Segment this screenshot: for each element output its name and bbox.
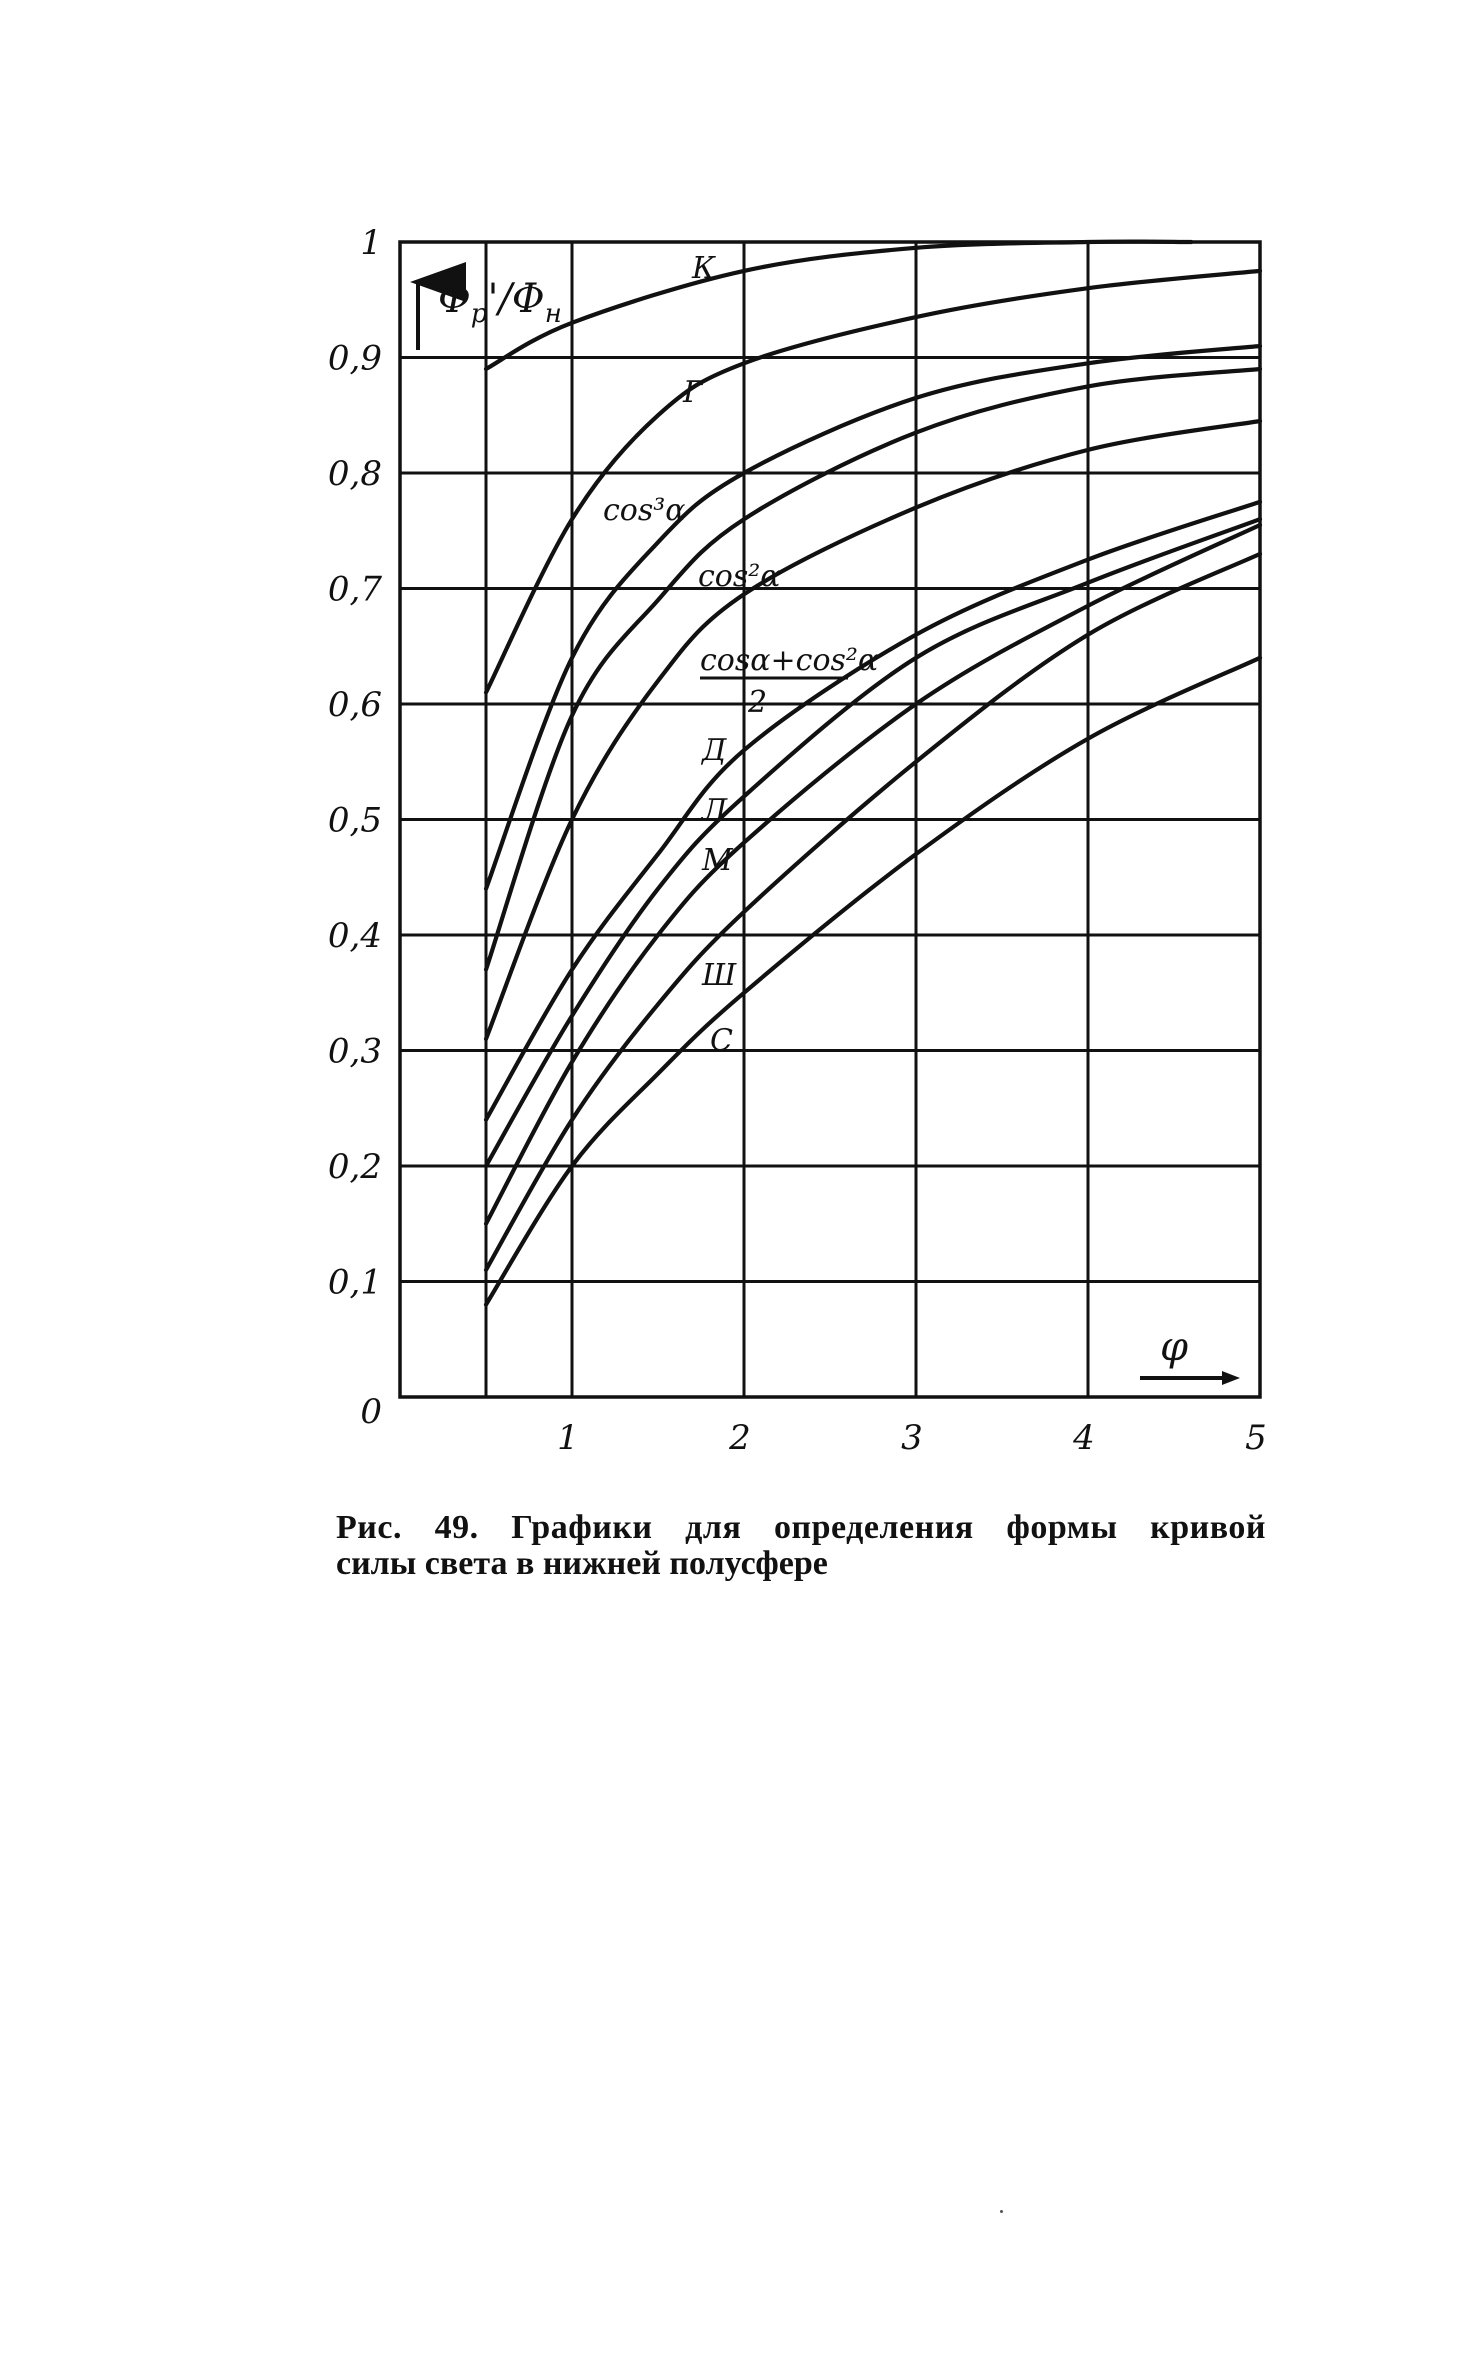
x-tick-label: 2 — [729, 1418, 751, 1458]
y-tick-label: 1 — [360, 223, 382, 263]
curve-label-mix-numerator: cosα+cos²α — [700, 643, 879, 678]
curves — [486, 242, 1260, 1305]
origin-label: 0 — [360, 1392, 382, 1432]
grid — [400, 242, 1260, 1397]
curve-label-s: С — [710, 1023, 733, 1058]
x-tick-label: 4 — [1073, 1418, 1095, 1458]
curve-series-0 — [486, 242, 1191, 369]
x-tick-label: 1 — [557, 1418, 579, 1458]
curve-series-7 — [486, 525, 1260, 1224]
y-axis-title: $\Phi_p'/\Phi_н$ — [438, 276, 562, 329]
figure-caption — [336, 1510, 1266, 1582]
x-axis-title: φ — [1160, 1324, 1189, 1370]
tick-labels — [328, 223, 1267, 1458]
y-tick-label: 0,9 — [327, 338, 382, 379]
x-axis-arrowhead — [1222, 1371, 1240, 1385]
curve-label-cos3: cos³α — [603, 493, 686, 528]
curve-label-k: К — [692, 251, 716, 286]
curve-label-l: Л — [702, 793, 728, 828]
y-tick-label: 0,6 — [327, 685, 382, 725]
curve-label-mix-denominator: 2 — [748, 685, 768, 720]
curve-series-9 — [486, 658, 1260, 1305]
x-tick-label: 3 — [901, 1418, 923, 1458]
y-tick-label: 0,5 — [327, 800, 382, 841]
y-tick-label: 0,1 — [327, 1262, 382, 1303]
y-tick-label: 0,2 — [327, 1147, 382, 1187]
curve-label-d: Д — [702, 733, 727, 768]
caption-line-2: силы света в нижней полусфере — [336, 1545, 828, 1582]
curve-series-5 — [486, 502, 1260, 1120]
y-tick-label: 0,7 — [327, 569, 382, 610]
curve-label-g: Г — [683, 375, 703, 410]
y-tick-label: 0,4 — [327, 916, 382, 956]
curve-label-m: М — [702, 843, 733, 878]
speck — [1000, 2210, 1003, 2213]
curve-series-1 — [486, 271, 1260, 693]
y-tick-label: 0,8 — [327, 454, 382, 494]
y-tick-label: 0,3 — [327, 1031, 382, 1072]
curve-series-2 — [486, 346, 1260, 889]
x-tick-label: 5 — [1245, 1418, 1267, 1458]
caption-line-1: Рис. 49. Графики для определения формы кривой — [336, 1509, 1266, 1546]
curve-label-cos2: cos²α — [698, 559, 781, 594]
curve-label-sh: Ш — [702, 958, 737, 993]
curve-series-6 — [486, 519, 1260, 1166]
